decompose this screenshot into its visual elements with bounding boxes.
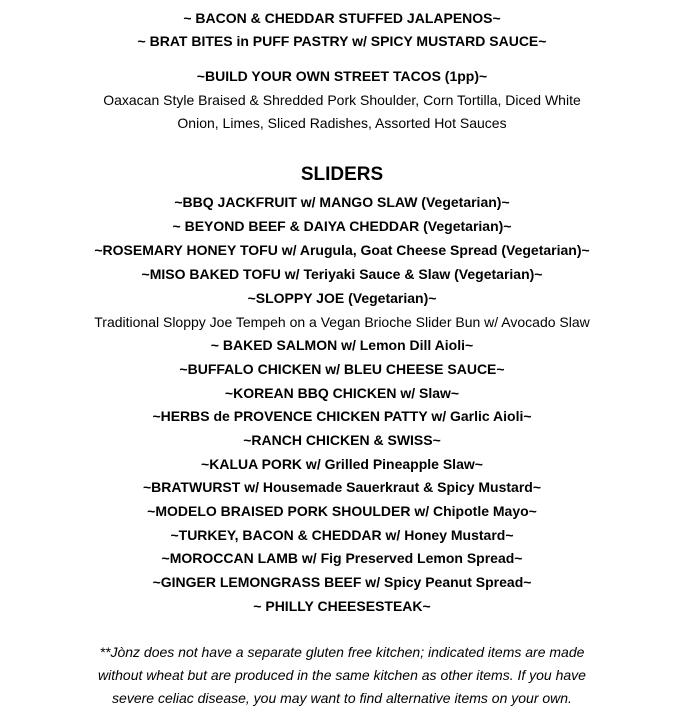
menu-item-brat-bites: ~ BRAT BITES in PUFF PASTRY w/ SPICY MUSTARD SAUCE~ — [137, 33, 547, 49]
gluten-disclaimer-line-2: without wheat but are produced in the same kitchen as other items. If you have — [98, 667, 586, 683]
slider-item: ~KOREAN BBQ CHICKEN w/ Slaw~ — [224, 385, 460, 401]
sliders-heading: SLIDERS — [300, 164, 384, 185]
slider-item: ~GINGER LEMONGRASS BEEF w/ Spicy Peanut Spread~ — [152, 574, 532, 590]
slider-item-description: Traditional Sloppy Joe Tempeh on a Vegan Brioche Slider Bun w/ Avocado Slaw — [94, 314, 590, 330]
street-tacos-description-line-2: Onion, Limes, Sliced Radishes, Assorted Hot Sauces — [177, 115, 507, 131]
slider-item: ~ BAKED SALMON w/ Lemon Dill Aioli~ — [210, 337, 474, 353]
slider-item: ~MISO BAKED TOFU w/ Teriyaki Sauce & Slaw (Vegetarian)~ — [141, 266, 543, 282]
slider-item: ~KALUA PORK w/ Grilled Pineapple Slaw~ — [201, 456, 483, 472]
slider-item: ~BBQ JACKFRUIT w/ MANGO SLAW (Vegetarian)~ — [174, 194, 510, 210]
slider-item: ~SLOPPY JOE (Vegetarian)~ — [247, 290, 437, 306]
slider-item: ~ BEYOND BEEF & DAIYA CHEDDAR (Vegetarian)~ — [172, 218, 512, 234]
slider-item: ~MOROCCAN LAMB w/ Fig Preserved Lemon Spread~ — [161, 550, 523, 566]
menu-item-street-tacos: ~BUILD YOUR OWN STREET TACOS (1pp)~ — [196, 68, 488, 84]
menu-item-jalapenos: ~ BACON & CHEDDAR STUFFED JALAPENOS~ — [183, 10, 501, 26]
slider-item: ~TURKEY, BACON & CHEDDAR w/ Honey Mustard~ — [170, 527, 514, 543]
slider-item: ~MODELO BRAISED PORK SHOULDER w/ Chipotle Mayo~ — [147, 503, 537, 519]
slider-item: ~ PHILLY CHEESESTEAK~ — [253, 598, 431, 614]
gluten-disclaimer-line-3: severe celiac disease, you may want to find alternative items on your own. — [112, 690, 572, 706]
gluten-disclaimer-line-1: **Jònz does not have a separate gluten free kitchen; indicated items are made — [99, 644, 585, 660]
slider-item: ~BRATWURST w/ Housemade Sauerkraut & Spicy Mustard~ — [142, 479, 542, 495]
slider-item: ~RANCH CHICKEN & SWISS~ — [243, 432, 441, 448]
slider-item: ~HERBS de PROVENCE CHICKEN PATTY w/ Garlic Aioli~ — [152, 408, 532, 424]
slider-item: ~ROSEMARY HONEY TOFU w/ Arugula, Goat Cheese Spread (Vegetarian)~ — [94, 242, 590, 258]
slider-item: ~BUFFALO CHICKEN w/ BLEU CHEESE SAUCE~ — [179, 361, 505, 377]
street-tacos-description-line-1: Oaxacan Style Braised & Shredded Pork Shoulder, Corn Tortilla, Diced White — [103, 92, 581, 108]
